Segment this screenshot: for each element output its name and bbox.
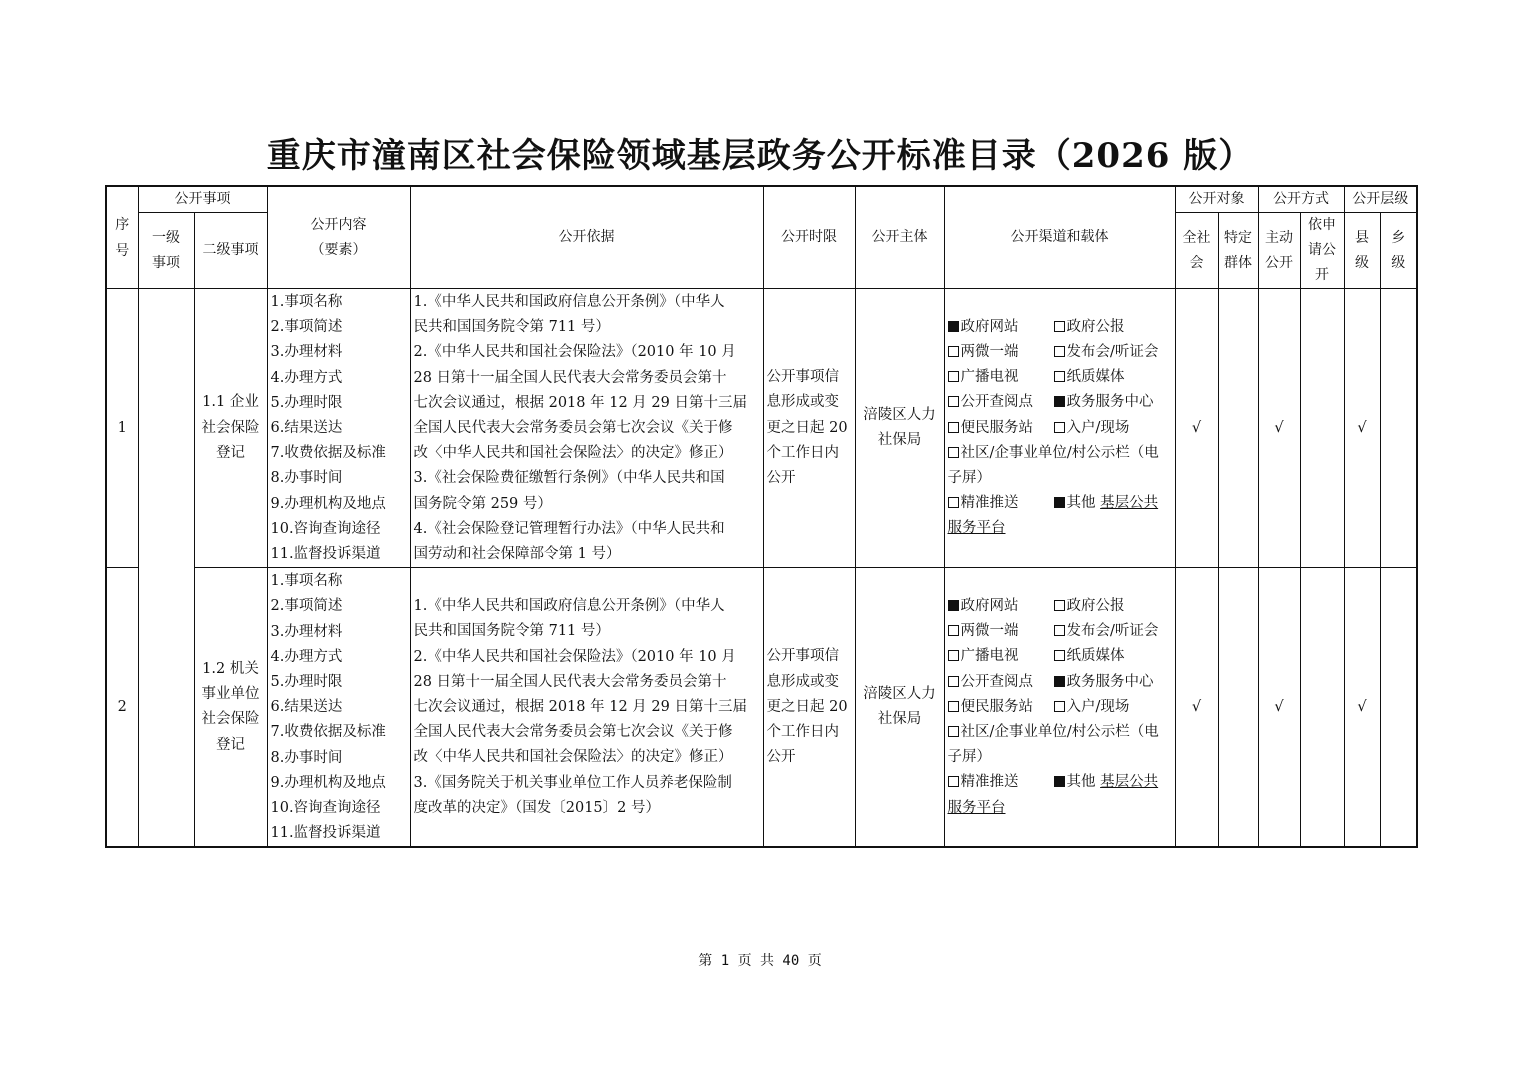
row-content: 1.事项名称 2.事项简述 3.办理材料 4.办理方式 5.办理时限 6.结果送达 7.收费依据及标准 8.办事时间 9.办理机构及地点 10.咨询查询途径 11.监督投诉渠道 (267, 568, 410, 848)
checkbox-checked (1054, 676, 1065, 687)
header-object: 公开对象 (1175, 186, 1258, 213)
checkbox-checked (1054, 776, 1065, 787)
page-footer: 第 1 页 共 40 页 (698, 953, 822, 969)
row-subject: 涪陵区人力 社保局 (855, 289, 944, 568)
checkbox-unchecked (1054, 371, 1065, 382)
header-basis: 公开依据 (410, 186, 763, 289)
row-object-specific-check (1218, 568, 1258, 848)
checkbox-unchecked (948, 776, 959, 787)
row-content: 1.事项名称 2.事项简述 3.办理材料 4.办理方式 5.办理时限 6.结果送达 7.收费依据及标准 8.办事时间 9.办理机构及地点 10.咨询查询途径 11.监督投诉渠道 (267, 289, 410, 568)
checkbox-unchecked (948, 371, 959, 382)
row-basis: 1.《中华人民共和国政府信息公开条例》（中华人 民共和国国务院令第 711 号） 2.《中华人民共和国社会保险法》（2010 年 10 月 28 日第十一届全国人民代表大会常务委员会第十 七次会议通过，根据 2018 年 12 月 29 日第十三届 全国人民代表大会常务委员会第七次会议《关于修 改〈中华人民共和国社会保险法〉的决定》修正） 3.《国务院关于机关事业单位工作人员养老保险制 度改革的决定》（国发〔2015〕2 号） (410, 568, 763, 848)
row-method-active-check: √ (1258, 289, 1300, 568)
document-title: 重庆市潼南区社会保险领域基层政务公开标准目录（2026 版） (266, 136, 1254, 176)
header-content: 公开内容（要素） (267, 186, 410, 289)
checkbox-unchecked (948, 676, 959, 687)
checkbox-unchecked (1054, 625, 1065, 636)
row-level-county-check: √ (1344, 289, 1380, 568)
header-object-specific: 特定群体 (1218, 213, 1258, 289)
checkbox-unchecked (1054, 346, 1065, 357)
header-method-request: 依申请公开 (1300, 213, 1344, 289)
header-level: 公开层级 (1344, 186, 1417, 213)
row-object-all-check: √ (1175, 289, 1218, 568)
row-method-request-check (1300, 568, 1344, 848)
checkbox-unchecked (948, 447, 959, 458)
row-level1 (138, 289, 194, 848)
header-channel: 公开渠道和载体 (944, 186, 1175, 289)
header-level-county: 县级 (1344, 213, 1380, 289)
catalog-table (105, 185, 1418, 848)
header-item: 公开事项 (138, 186, 267, 213)
row-method-request-check (1300, 289, 1344, 568)
checkbox-unchecked (948, 422, 959, 433)
checkbox-unchecked (948, 346, 959, 357)
checkbox-unchecked (1054, 701, 1065, 712)
row-time-limit: 公开事项信 息形成或变 更之日起 20 个工作日内 公开 (763, 289, 855, 568)
checkbox-unchecked (948, 701, 959, 712)
header-method-active: 主动公开 (1258, 213, 1300, 289)
table-row (106, 289, 1417, 568)
row-level-town-check (1380, 568, 1417, 848)
checkbox-checked (1054, 497, 1065, 508)
header-level-town: 乡级 (1380, 213, 1417, 289)
checkbox-unchecked (948, 726, 959, 737)
row-object-all-check: √ (1175, 568, 1218, 848)
row-method-active-check: √ (1258, 568, 1300, 848)
checkbox-checked (1054, 396, 1065, 407)
row-seq: 2 (106, 568, 138, 848)
checkbox-unchecked (948, 396, 959, 407)
checkbox-unchecked (948, 650, 959, 661)
checkbox-unchecked (1054, 422, 1065, 433)
row-basis: 1.《中华人民共和国政府信息公开条例》（中华人 民共和国国务院令第 711 号） 2.《中华人民共和国社会保险法》（2010 年 10 月 28 日第十一届全国人民代表大会常务委员会第十 七次会议通过，根据 2018 年 12 月 29 日第十三届 全国人民代表大会常务委员会第七次会议《关于修 改〈中华人民共和国社会保险法〉的决定》修正） 3.《社会保险费征缴暂行条例》（中华人民共和国 国务院令第 259 号） 4.《社会保险登记管理暂行办法》（中华人民共和 国劳动和社会保障部令第 1 号） (410, 289, 763, 568)
row-level-county-check: √ (1344, 568, 1380, 848)
header-object-all: 全社会 (1175, 213, 1218, 289)
checkbox-checked (948, 600, 959, 611)
row-time-limit: 公开事项信 息形成或变 更之日起 20 个工作日内 公开 (763, 568, 855, 848)
row-level2: 1.2 机关 事业单位 社会保险 登记 (194, 568, 267, 848)
checkbox-unchecked (1054, 321, 1065, 332)
table-row (106, 568, 1417, 848)
row-channels: 政府网站 政府公报 两微一端 发布会/听证会 广播电视 纸质媒体 公开查阅点 政务服务中心 便民服务站 入户/现场 社区/企事业单位/村公示栏（电 子屏） 精准推送 其他 基层公共 服务平台 (944, 568, 1175, 848)
checkbox-unchecked (1054, 600, 1065, 611)
header-time-limit: 公开时限 (763, 186, 855, 289)
row-channels: 政府网站 政府公报 两微一端 发布会/听证会 广播电视 纸质媒体 公开查阅点 政务服务中心 便民服务站 入户/现场 社区/企事业单位/村公示栏（电 子屏） 精准推送 其他 基层公共 服务平台 (944, 289, 1175, 568)
checkbox-unchecked (948, 625, 959, 636)
row-level-town-check (1380, 289, 1417, 568)
header-level2: 二级事项 (194, 213, 267, 289)
row-object-specific-check (1218, 289, 1258, 568)
checkbox-checked (948, 321, 959, 332)
header-level1: 一级事项 (138, 213, 194, 289)
row-subject: 涪陵区人力 社保局 (855, 568, 944, 848)
header-method: 公开方式 (1258, 186, 1344, 213)
row-seq: 1 (106, 289, 138, 568)
header-seq: 序号 (106, 186, 138, 289)
checkbox-unchecked (1054, 650, 1065, 661)
checkbox-unchecked (948, 497, 959, 508)
row-level2: 1.1 企业 社会保险 登记 (194, 289, 267, 568)
header-subject: 公开主体 (855, 186, 944, 289)
